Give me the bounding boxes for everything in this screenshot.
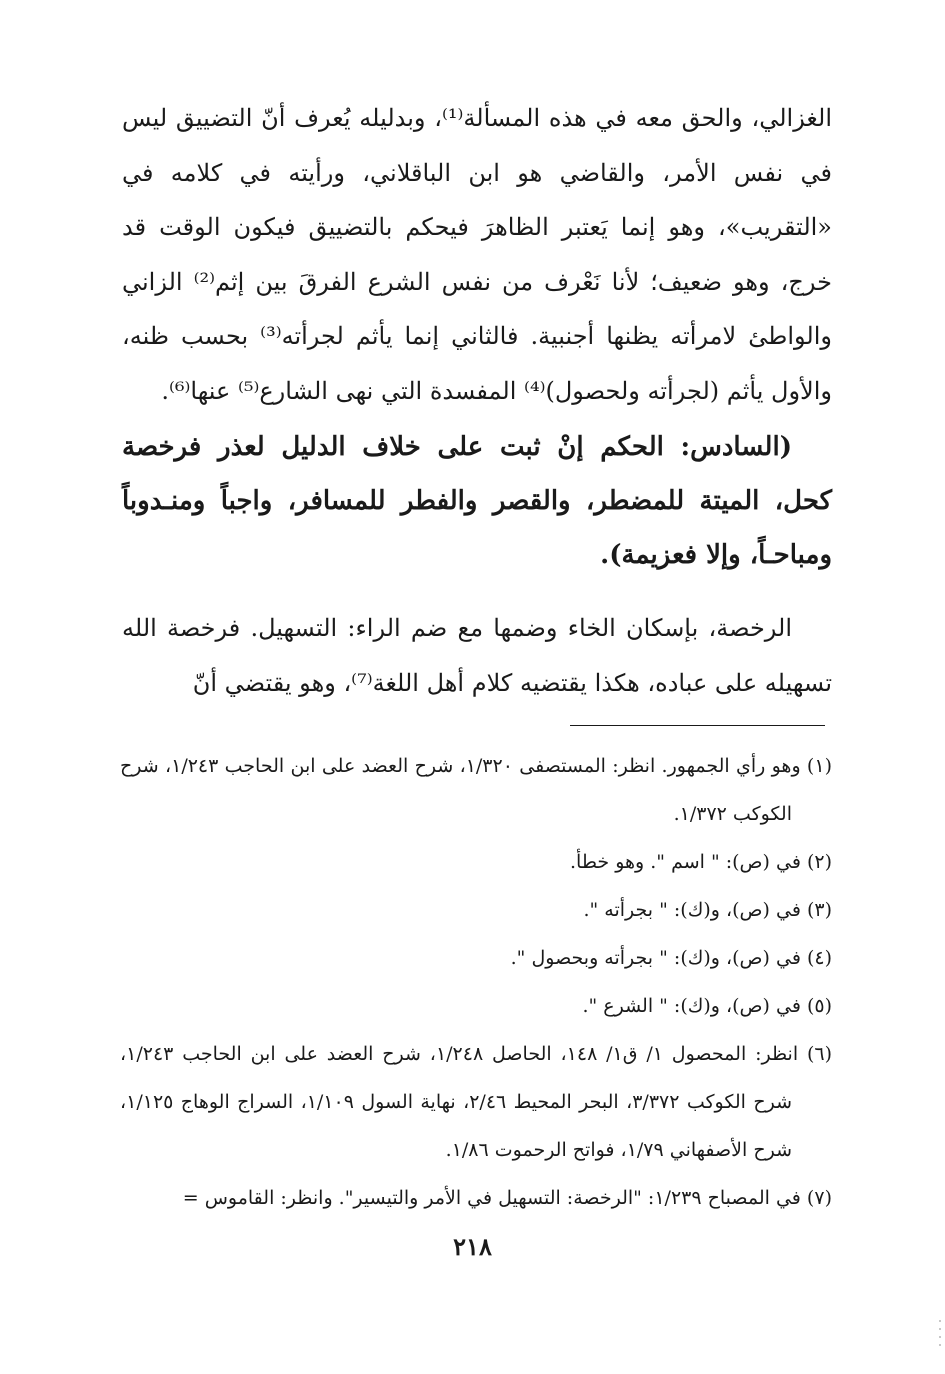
footnote-2: (٢) في (ص): " اسم ". وهو خطأ. [570,851,832,873]
footnote-6: (٦) انظر: المحصول ١/ ق١/ ١٤٨، الحاصل ١/٢٤٨، شرح العضد على ابن الحاجب ١/٢٤٣، شرح الكوكب ٣/٣٧٢، البحر المحيط ٢/٤٦، نهاية السول ١/١٠٩، السراج الوهاج ١/١٢٥، شرح الأصفهاني ١/٧٩، فواتح الرحموت ١/٨٦. [120,1043,833,1161]
footnotes [120,742,832,1222]
footnote-5: (٥) في (ص)، و(ك): " الشرع ". [582,995,832,1017]
body-paragraph-1: الغزالي، والحق معه في هذه المسألة⁽¹⁾، وبدليله يُعرف أنّ التضييق ليس في نفس الأمر، والقاضي هو ابن الباقلاني، ورأيته في كلامه في «التقريب»، وهو إنما يَعتبر الظاهرَ فيحكم بالتضييق فيكون الوقت قد خرج، وهو ضعيف؛ لأنا نَعْرف من نفس الشرع الفرقَ بين إثم⁽²⁾ الزاني والواطئ لامرأته يظنها أجنبية. فالثاني إنما يأثم لجرأته⁽³⁾ بحسب ظنه، والأول يأثم (لجرأته ولحصول)⁽⁴⁾ المفسدة التي نهى الشارع⁽⁵⁾ عنها⁽⁶⁾. [122,104,832,405]
footnote-7: (٧) في المصباح ١/٢٣٩: "الرخصة: التسهيل في الأمر والتيسير". وانظر: القاموس = [182,1187,832,1209]
footnote-4: (٤) في (ص)، و(ك): " بجرأته وبحصول ". [510,947,832,969]
footnote-1: (١) وهو رأي الجمهور. انظر: المستصفى ١/٣٢٠، شرح العضد على ابن الحاجب ١/٢٤٣، شرح الكوكب ١/٣٧٢. [120,755,832,825]
scan-edge-marks [933,1314,941,1354]
footnote-3: (٣) في (ص)، و(ك): " بجرأته ". [583,899,832,921]
body-paragraph-2: الرخصة، بإسكان الخاء وضمها مع ضم الراء: التسهيل. فرخصة الله تسهيله على عباده، هكذا يقتضيه كلام أهل اللغة⁽⁷⁾، وهو يقتضي أنّ [122,614,832,697]
page-number: ٢١٨ [453,1232,492,1261]
footnote-separator [570,725,825,726]
section-heading-sixth: (السادس: الحكم إنْ ثبت على خلاف الدليل لعذر فرخصة كحل، الميتة للمضطر، والقصر والفطر للمسافر، واجباً ومنـدوباً ومباحـاً، وإلا فعزيمة). [122,432,832,570]
